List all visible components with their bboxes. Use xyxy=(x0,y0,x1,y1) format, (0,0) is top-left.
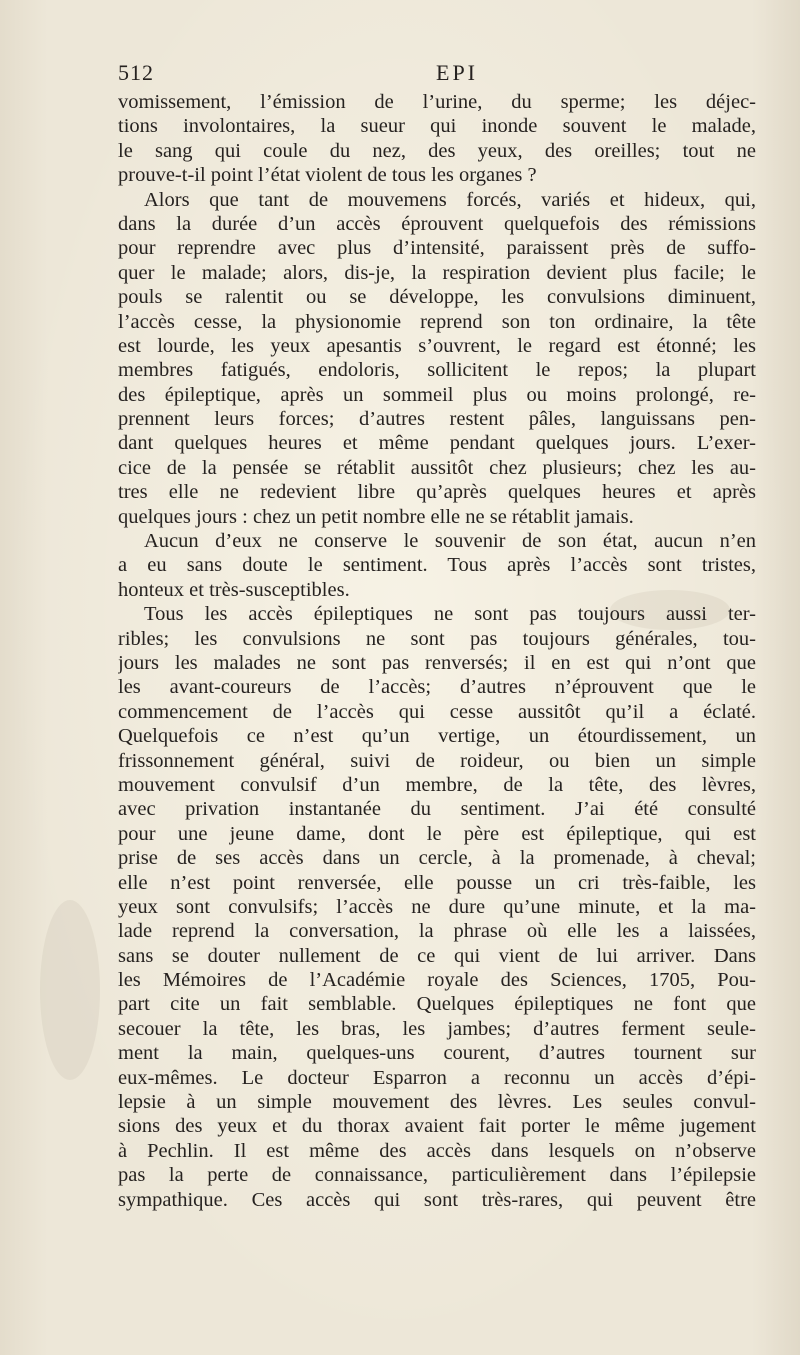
paper-stain xyxy=(40,900,100,1080)
text-line: à Pechlin. Il est même des accès dans lesquels on n’observe xyxy=(118,1139,756,1162)
text-line: prennent leurs forces; d’autres restent pâles, languissans pen- xyxy=(118,408,756,431)
text-line: lepsie à un simple mouvement des lèvres. Les seules convul- xyxy=(118,1091,756,1114)
text-line: ment la main, quelques-uns courent, d’autres tournent sur xyxy=(118,1042,756,1065)
text-line: eux-mêmes. Le docteur Esparron a reconnu un accès d’épi- xyxy=(118,1066,756,1089)
text-line: mouvement convulsif d’un membre, de la tête, des lèvres, xyxy=(118,773,756,796)
text-line: lade reprend la conversation, la phrase où elle les a laissées, xyxy=(118,920,756,943)
page-header xyxy=(118,60,756,90)
text-line: quer le malade; alors, dis-je, la respiration devient plus facile; le xyxy=(118,261,756,284)
text-line: le sang qui coule du nez, des yeux, des oreilles; tout ne xyxy=(118,139,756,162)
text-line: sympathique. Ces accès qui sont très-rares, qui peuvent être xyxy=(118,1188,756,1211)
text-line: vomissement, l’émission de l’urine, du sperme; les déjec- xyxy=(118,91,756,113)
text-line: l’accès cesse, la physionomie reprend son ton ordinaire, la tête xyxy=(118,310,756,333)
text-line: dans la durée d’un accès éprouvent quelquefois des rémissions xyxy=(118,212,756,235)
page-number: 512 xyxy=(118,60,154,85)
text-line: elle n’est point renversée, elle pousse un cri très-faible, les xyxy=(118,871,756,894)
text-line: dant quelques heures et même pendant quelques jours. L’exer- xyxy=(118,432,756,455)
text-line: frissonnement général, suivi de roideur, ou bien un simple xyxy=(118,749,756,772)
text-line: sions des yeux et du thorax avaient fait porter le même jugement xyxy=(118,1115,756,1138)
text-line: pour reprendre avec plus d’intensité, paraissent près de suffo- xyxy=(118,237,756,260)
text-line: cice de la pensée se rétablit aussitôt chez plusieurs; chez les au- xyxy=(118,456,756,479)
text-line: pouls se ralentit ou se développe, les convulsions diminuent, xyxy=(118,286,756,309)
running-head: EPI xyxy=(436,60,478,85)
text-line: des épileptique, après un sommeil plus ou moins prolongé, re- xyxy=(118,383,756,406)
text-line: tres elle ne redevient libre qu’après quelques heures et après xyxy=(118,481,756,504)
text-line: yeux sont convulsifs; l’accès ne dure qu’une minute, et la ma- xyxy=(118,895,756,918)
text-line: Alors que tant de mouvemens forcés, variés et hideux, qui, xyxy=(144,188,756,211)
text-line: prise de ses accès dans un cercle, à la promenade, à cheval; xyxy=(118,847,756,870)
text-line: quelques jours : chez un petit nombre elle ne se rétablit jamais. xyxy=(118,505,634,528)
text-line: est lourde, les yeux apesantis s’ouvrent, le regard est étonné; les xyxy=(118,334,756,357)
text-line: sans se douter nullement de ce qui vient de lui arriver. Dans xyxy=(118,944,756,967)
text-line: commencement de l’accès qui cesse aussitôt qu’il a éclaté. xyxy=(118,700,756,723)
text-line: prouve-t-il point l’état violent de tous les organes ? xyxy=(118,164,537,187)
text-line: les Mémoires de l’Académie royale des Sciences, 1705, Pou- xyxy=(118,969,756,992)
text-line: membres fatigués, endoloris, sollicitent le repos; la plupart xyxy=(118,359,756,382)
text-line: jours les malades ne sont pas renversés; il en est qui n’ont que xyxy=(118,651,756,674)
text-line: Tous les accès épileptiques ne sont pas toujours aussi ter- xyxy=(144,603,756,626)
text-line: pour une jeune dame, dont le père est épileptique, qui est xyxy=(118,822,756,845)
text-line: tions involontaires, la sueur qui inonde souvent le malade, xyxy=(118,115,756,138)
body-text xyxy=(118,90,756,1212)
text-line: Aucun d’eux ne conserve le souvenir de son état, aucun n’en xyxy=(144,530,756,553)
text-line: a eu sans doute le sentiment. Tous après l’accès sont tristes, xyxy=(118,554,756,577)
text-line: avec privation instantanée du sentiment. J’ai été consulté xyxy=(118,798,756,821)
text-line: ribles; les convulsions ne sont pas toujours générales, tou- xyxy=(118,627,756,650)
text-line: secouer la tête, les bras, les jambes; d’autres ferment seule- xyxy=(118,1017,756,1040)
text-line: part cite un fait semblable. Quelques épileptiques ne font que xyxy=(118,993,756,1016)
text-line: honteux et très-susceptibles. xyxy=(118,578,350,601)
text-line: Quelquefois ce n’est qu’un vertige, un étourdissement, un xyxy=(118,725,756,748)
text-line: pas la perte de connaissance, particulièrement dans l’épilepsie xyxy=(118,1164,756,1187)
text-line: les avant-coureurs de l’accès; d’autres n’éprouvent que le xyxy=(118,676,756,699)
